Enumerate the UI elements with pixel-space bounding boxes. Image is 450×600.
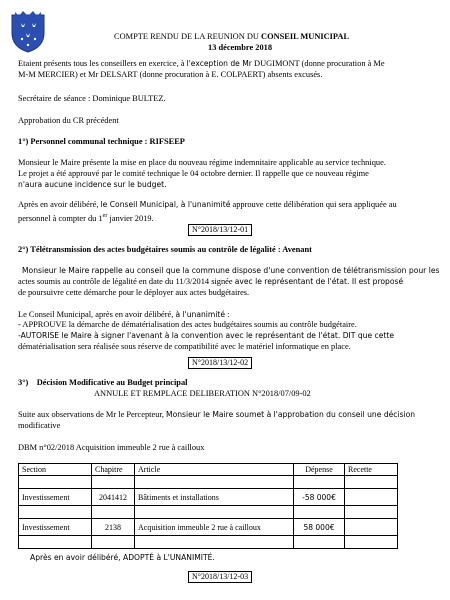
table-row <box>19 476 398 489</box>
table-row <box>19 536 398 549</box>
section-3-para-1-line-1: Suite aux observations de Mr le Percepteur, Monsieur le Maire soumet à l'approbation du conseil une décision <box>18 410 416 419</box>
header-article: Article <box>135 464 294 476</box>
session-secretary: Secrétaire de séance : Dominique BULTEZ. <box>18 94 166 103</box>
section-3-subtitle: ANNULE ET REMPLACE DELIBERATION N°2018/07/09-02 <box>94 389 311 398</box>
cell-section: Investissement <box>19 519 92 536</box>
previous-minutes-approval: Approbation du CR précédent <box>18 116 119 125</box>
cell-article: Acquisition immeuble 2 rue à cailloux <box>135 519 294 536</box>
section-2-para-1-line-3: de poursuivre cette démarche pour le déployer aux actes budgétaires. <box>18 288 250 297</box>
table-row <box>19 489 398 506</box>
section-3-conclusion: Après en avoir délibéré, ADOPTÉ à L'UNANIMITÉ. <box>30 553 215 562</box>
cell-article: Bâtiments et installations <box>135 489 294 506</box>
section-2-para-2-line-4: dématérialisation sera réalisée sous réserve de compatibilité avec le matériel informatique en place. <box>18 342 351 351</box>
section-2-title: 2°) Télétransmission des actes budgétaires soumis au contrôle de légalité : Avenant <box>18 245 312 254</box>
cell-recette <box>345 489 398 506</box>
deliberation-ref-03: N°2018/13/12-03 <box>188 571 252 583</box>
budget-modification-table <box>18 463 398 549</box>
section-1-title: 1°) Personnel communal technique : RIFSEEP <box>18 137 185 146</box>
table-row <box>19 506 398 519</box>
municipal-coat-of-arms-logo <box>9 9 47 54</box>
header-chapitre: Chapitre <box>92 464 135 476</box>
cell-chapitre: 2138 <box>92 519 135 536</box>
header-depense: Dépense <box>294 464 345 476</box>
cell-depense: -58 000€ <box>294 489 345 506</box>
cell-depense: 58 000€ <box>294 519 345 536</box>
section-2-para-2-line-2: - APPROUVE la démarche de dématérialisation des actes budgétaires soumis au contrôle budgétaire. <box>18 320 357 329</box>
header-recette: Recette <box>345 464 398 476</box>
table-row <box>19 519 398 536</box>
deliberation-ref-01: N°2018/13/12-01 <box>188 224 252 236</box>
section-1-para-1-line-2: Le projet a été approuvé par le comité technique le 04 octobre dernier. Il rappelle que ce nouveau régime <box>18 169 369 178</box>
section-1-para-2-line-2: personnel à compter du 1er janvier 2019. <box>18 213 154 223</box>
attendance-line-2: M-M MERCIER) et Mr DELSART (donne procuration à E. COLPAERT) absents excusés. <box>18 70 323 79</box>
document-title: COMPTE RENDU DE LA REUNION DU CONSEIL MUNICIPAL <box>114 32 350 41</box>
section-3-title: 3°) Décision Modificative au Budget principal <box>18 378 188 387</box>
section-2-para-2-line-1: Le Conseil Municipal, après en avoir délibéré, à l'unanimité : <box>18 310 230 319</box>
header-section: Section <box>19 464 92 476</box>
deliberation-ref-02: N°2018/13/12-02 <box>188 357 252 369</box>
attendance-line-1: Etaient présents tous les conseillers en exercice, à l'exception de Mr DUGIMONT (donne procuration à Me <box>18 59 385 68</box>
cell-chapitre: 2041412 <box>92 489 135 506</box>
cell-recette <box>345 519 398 536</box>
meeting-date: 13 décembre 2018 <box>208 43 273 52</box>
section-1-para-1-line-1: Monsieur le Maire présente la mise en place du nouveau régime indemnitaire applicable au service technique. <box>18 158 386 167</box>
section-1-para-1-line-3: n'aura aucune incidence sur le budget. <box>18 180 167 189</box>
section-2-para-1-line-1: Monsieur le Maire rappelle au conseil que la commune dispose d'une convention de télétransmission pour les <box>22 266 440 275</box>
section-1-para-2-line-1: Après en avoir délibéré, le Conseil Municipal, à l'unanimité approuve cette délibération qui sera appliquée au <box>18 200 397 209</box>
section-2-para-1-line-2: actes soumis au contrôle de légalité en date du 11/3/2014 signée avec le représentant de l'état. Il est proposé <box>18 277 404 286</box>
cell-section: Investissement <box>19 489 92 506</box>
section-3-para-1-line-2: modificative <box>18 421 61 430</box>
dbm-description: DBM n°02/2018 Acquisition immeuble 2 rue à cailloux <box>18 443 205 452</box>
section-2-para-2-line-3: -AUTORISE le Maire à signer l'avenant à la convention avec le représentant de l'état. DIT que cette <box>18 331 395 340</box>
table-header-row <box>19 464 398 476</box>
